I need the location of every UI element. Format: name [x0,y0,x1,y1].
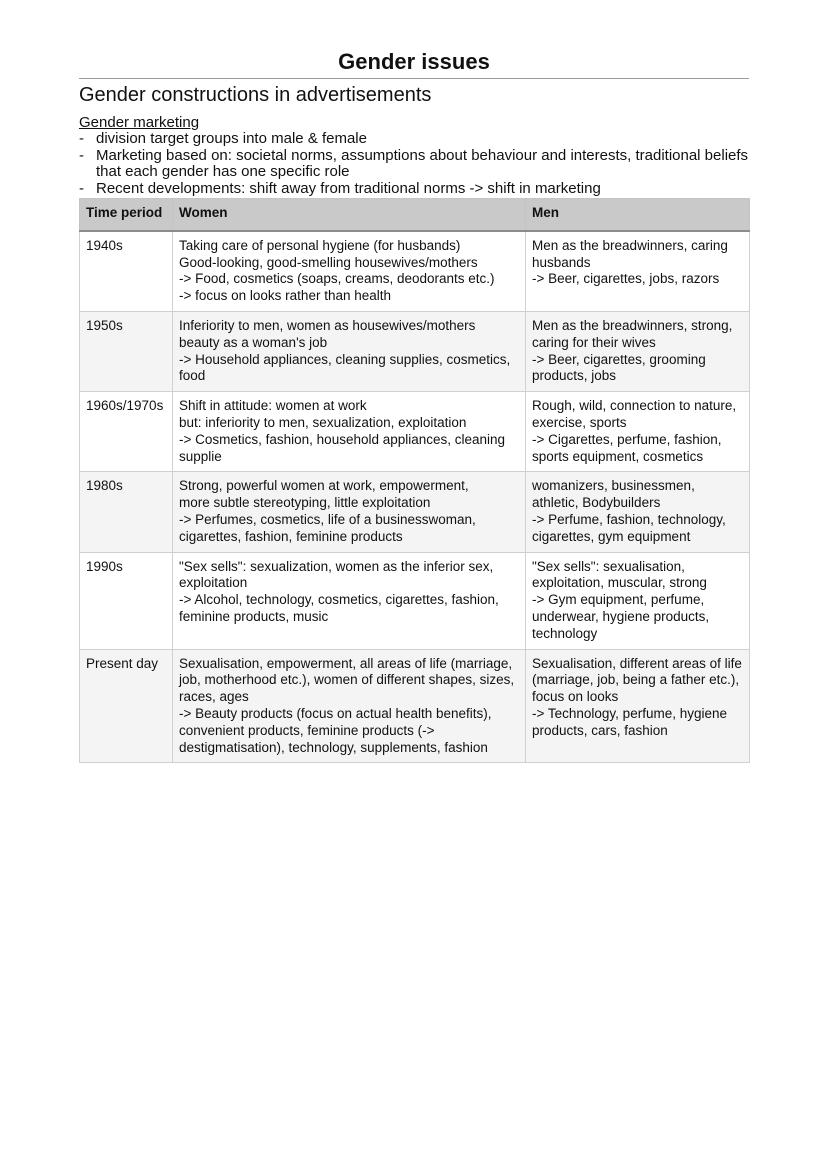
bullet-marker: - [79,130,84,147]
cell-time-period: 1980s [80,472,173,552]
cell-women [173,472,526,552]
cell-line: beauty as a woman's job [179,334,328,350]
cell-time-period: Present day [80,649,173,763]
cell-line: Sexualisation, empowerment, all areas of life (marriage, job, motherhood etc.), women of different shapes, sizes, races, ages [179,655,515,705]
gender-marketing-table [79,198,750,763]
table-header-row [80,199,750,231]
bullet-text: division target groups into male & female [96,130,367,147]
bullet-item [79,181,749,198]
cell-line: -> Perfumes, cosmetics, life of a businesswoman, cigarettes, fashion, feminine products [179,511,476,544]
bullet-marker: - [79,179,84,197]
cell-time-period: 1940s [80,231,173,312]
cell-line: Men as the breadwinners, strong, caring for their wives [532,317,733,350]
cell-line: -> focus on looks rather than health [179,288,392,304]
table-row [80,311,750,391]
bullet-text: Recent developments: shift away from traditional norms -> shift in marketing [96,179,601,197]
bullet-item [79,131,749,148]
cell-line: -> Cigarettes, perfume, fashion, sports equipment, cosmetics [532,431,722,464]
page-title: Gender issues [79,48,749,79]
cell-line: -> Beer, cigarettes, jobs, razors [532,271,720,287]
cell-line: Inferiority to men, women as housewives/mothers [179,317,476,333]
cell-line: "Sex sells": sexualization, women as the inferior sex, exploitation [179,558,494,591]
cell-men [526,231,750,312]
section-heading: Gender marketing [79,114,200,131]
cell-line: -> Alcohol, technology, cosmetics, cigarettes, fashion, feminine products, music [179,592,499,624]
table-row [80,472,750,552]
cell-line: "Sex sells": sexualisation, exploitation, muscular, strong [532,558,707,591]
cell-line: -> Beer, cigarettes, grooming products, jobs [532,351,706,384]
document-page [79,0,749,763]
table-row [80,231,750,312]
cell-women [173,231,526,312]
cell-line: -> Perfume, fashion, technology, cigarettes, gym equipment [532,511,726,544]
cell-time-period: 1950s [80,311,173,391]
bullet-text: Marketing based on: societal norms, assumptions about behaviour and interests, traditional beliefs that each gender has one specific role [96,146,749,180]
bullet-marker: - [79,146,84,164]
cell-line: but: inferiority to men, sexualization, exploitation [179,414,467,430]
cell-line: -> Household appliances, cleaning supplies, cosmetics, food [179,351,511,384]
cell-men [526,649,750,763]
cell-line: more subtle stereotyping, little exploitation [179,495,431,511]
bullet-list [79,131,749,197]
page-subtitle: Gender constructions in advertisements [79,84,432,106]
cell-line: Shift in attitude: women at work [179,398,367,414]
header-men: Men [526,199,750,231]
cell-line: Rough, wild, connection to nature, exercise, sports [532,398,737,430]
cell-women [173,311,526,391]
table-row [80,552,750,649]
cell-line: -> Gym equipment, perfume, underwear, hygiene products, technology [532,592,710,641]
cell-line: -> Beauty products (focus on actual health benefits), convenient products, feminine products (-> destigmatisation), technology, supplements, fashion [179,705,492,755]
cell-line: -> Cosmetics, fashion, household appliances, cleaning supplie [179,431,506,464]
cell-women [173,649,526,763]
cell-line: Sexualisation, different areas of life (marriage, job, being a father etc.), focus on looks [532,655,742,705]
cell-line: -> Food, cosmetics (soaps, creams, deodorants etc.) [179,271,495,287]
cell-women [173,552,526,649]
cell-line: womanizers, businessmen, athletic, Bodybuilders [532,478,695,511]
cell-time-period: 1990s [80,552,173,649]
bullet-item [79,148,749,181]
header-women: Women [173,199,526,231]
table-row [80,392,750,472]
cell-line: Strong, powerful women at work, empowerment, [179,478,469,494]
table-row [80,649,750,763]
cell-men [526,392,750,472]
cell-men [526,472,750,552]
cell-men [526,552,750,649]
cell-line: Men as the breadwinners, caring husbands [532,237,728,270]
cell-women [173,392,526,472]
header-time-period: Time period [80,199,173,231]
cell-line: -> Technology, perfume, hygiene products, cars, fashion [532,705,727,738]
cell-line: Taking care of personal hygiene (for husbands) [179,237,461,253]
cell-time-period: 1960s/1970s [80,392,173,472]
cell-men [526,311,750,391]
cell-line: Good-looking, good-smelling housewives/mothers [179,254,478,270]
